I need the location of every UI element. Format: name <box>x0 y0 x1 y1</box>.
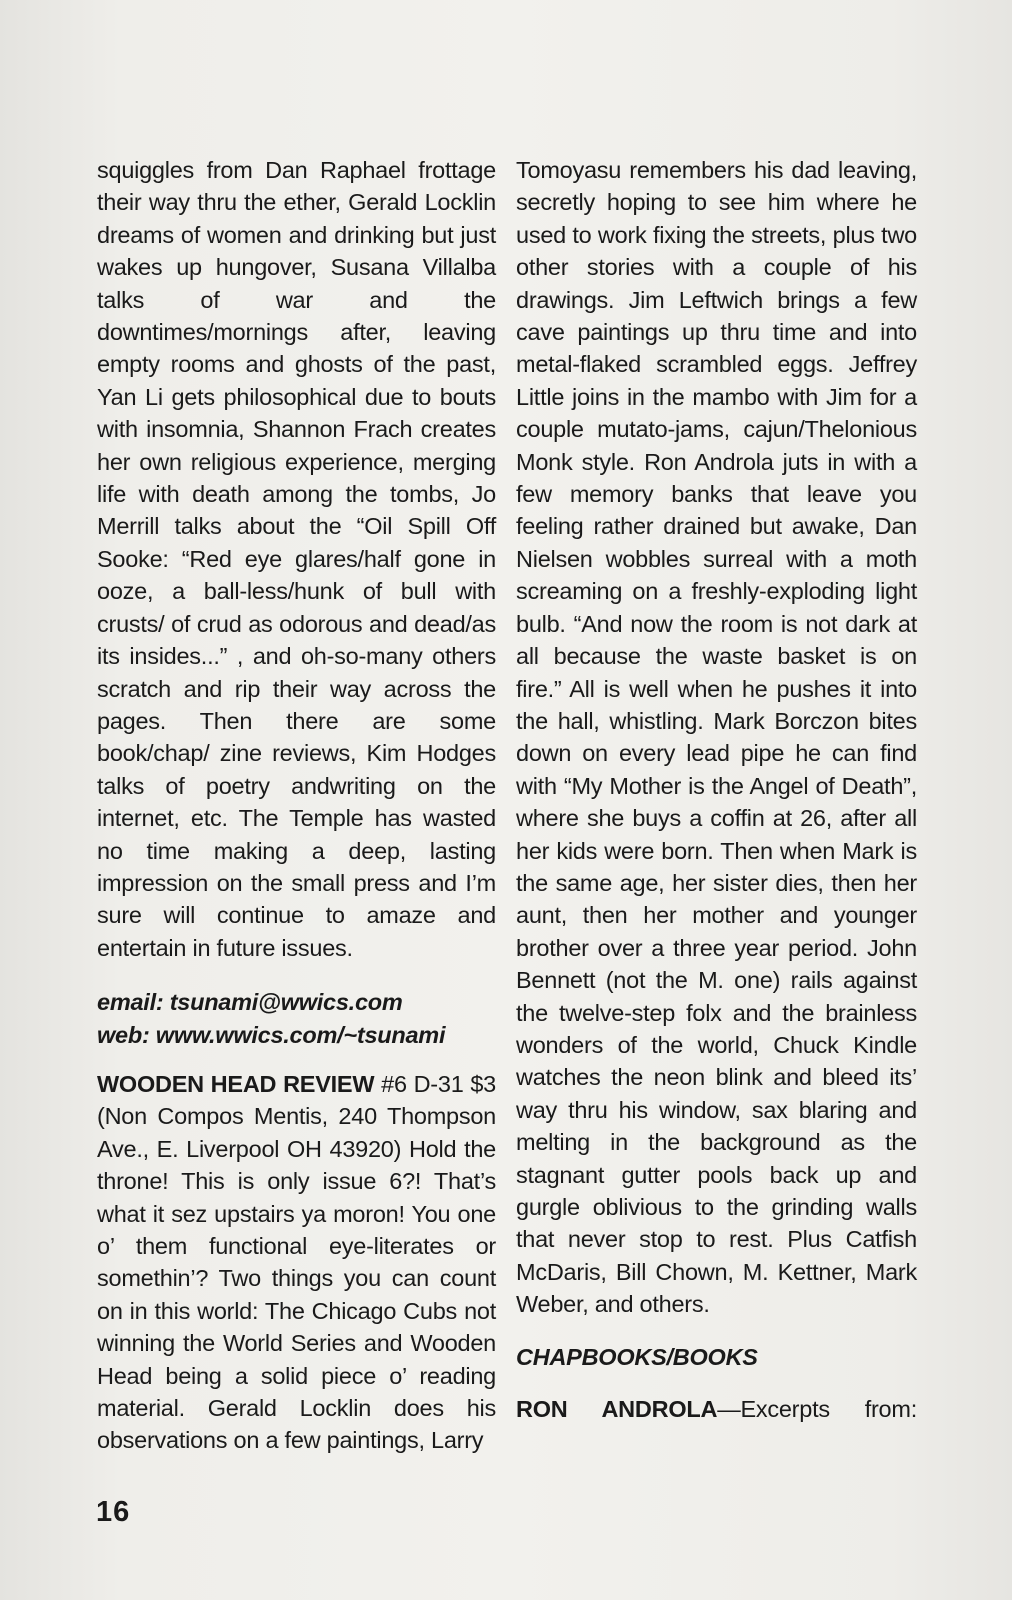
contact-web: web: www.wwics.com/~tsunami <box>97 1021 446 1048</box>
page-number: 16 <box>96 1496 131 1528</box>
author-entry <box>516 1393 917 1425</box>
left-column <box>97 154 496 1457</box>
wooden-head-review-paragraph <box>97 1068 496 1457</box>
author-name: RON ANDROLA <box>516 1396 718 1423</box>
author-entry-text: —Excerpts from: <box>717 1396 917 1423</box>
review-title: WOODEN HEAD REVIEW <box>97 1070 375 1097</box>
right-column <box>516 154 917 1425</box>
review-body-paragraph: Tomoyasu remembers his dad leaving, secretly hoping to see him where he used to work fixing the streets, plus two other stories with a couple of his drawings. Jim Leftwich brings a few cave paintings up thru time and into metal-flaked scrambled eggs. Jeffrey Little joins in the mambo with Jim for a couple mutato-jams, cajun/Thelonious Monk style. Ron Androla juts in with a few memory banks that leave you feeling rather drained but awake, Dan Nielsen wobbles surreal with a moth screaming on a freshly-exploding light bulb. “And now the room is not dark at all because the waste basket is on fire.” All is well when he pushes it into the hall, whistling. Mark Borczon bites down on every lead pipe he can find with “My Mother is the Angel of Death”, where she buys a coffin at 26, after all her kids were born. Then when Mark is the same age, her sister dies, then her aunt, then her mother and younger brother over a three year period. John Bennett (not the M. one) rails against the twelve-step folx and the brainless wonders of the world, Chuck Kindle watches the neon blink and bleed its’ way thru his window, sax blaring and melting in the background as the stagnant gutter pools back up and gurgle oblivious to the grinding walls that never stop to rest. Plus Catfish McDaris, Bill Chown, M. Kettner, Mark Weber, and others. <box>516 157 917 1318</box>
contact-email: email: tsunami@wwics.com <box>97 989 403 1016</box>
review-continuation-paragraph: squiggles from Dan Raphael frottage their way thru the ether, Gerald Locklin dreams of women and drinking but just wakes up hungover, Susana Villalba talks of war and the downtimes/mornings after, leaving empty rooms and ghosts of the past, Yan Li gets philosophical due to bouts with insomnia, Shannon Frach creates her own religious experience, merging life with death among the tombs, Jo Merrill talks about the “Oil Spill Off Sooke: “Red eye glares/half gone in ooze, a ball-less/hunk of bull with crusts/ of crud as odorous and dead/as its insides...” , and oh-so-many others scratch and rip their way across the pages. Then there are some book/chap/ zine reviews, Kim Hodges talks of poetry andwriting on the internet, etc. The Temple has wasted no time making a deep, lasting impression on the small press and I’m sure will continue to amaze and entertain in future issues. <box>97 157 496 961</box>
review-body: #6 D-31 $3 (Non Compos Mentis, 240 Thompson Ave., E. Liverpool OH 43920) Hold the throne! This is only issue 6?! That’s what it sez upstairs ya moron! You one o’ them functional eye-literates or somethin’? Two things you can count on in this world: The Chicago Cubs not winning the World Series and Wooden Head being a solid piece o’ reading material. Gerald Locklin does his observations on a few paintings, Larry <box>97 1070 496 1454</box>
section-heading: CHAPBOOKS/BOOKS <box>516 1343 758 1370</box>
